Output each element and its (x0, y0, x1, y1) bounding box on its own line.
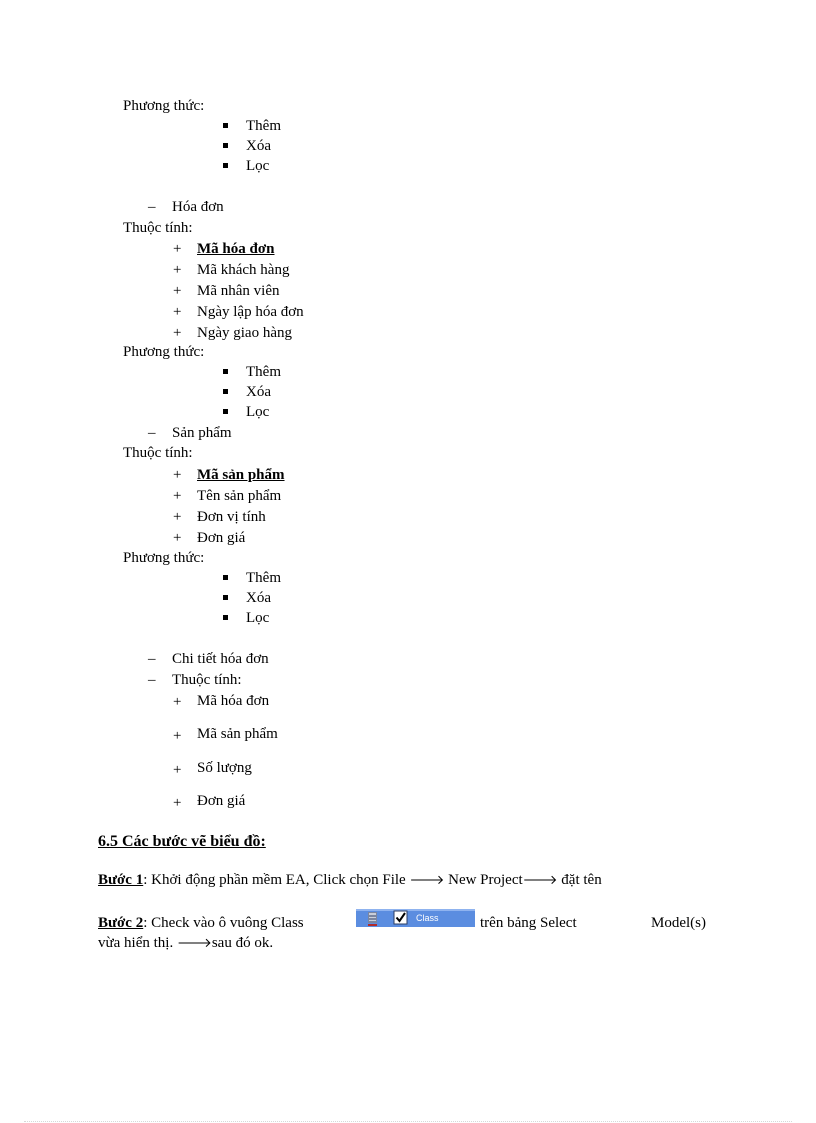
methods-label: Phương thức: (123, 344, 205, 360)
attribute-item: Ngày giao hàng (197, 325, 292, 341)
plus-marker: + (173, 795, 182, 811)
step-1-paragraph (98, 871, 602, 890)
attribute-item: Đơn giá (197, 530, 246, 546)
bullet-square (223, 595, 228, 600)
bullet-square (223, 575, 228, 580)
methods-label: Phương thức: (123, 550, 205, 566)
step-1-text-c: đặt tên (557, 872, 602, 888)
method-item: Xóa (246, 590, 271, 606)
plus-marker: + (173, 262, 182, 278)
section-heading: 6.5 Các bước vẽ biểu đồ: (98, 833, 266, 850)
attribute-item: Tên sản phẩm (197, 488, 282, 504)
plus-marker: + (173, 694, 182, 710)
arrow-right-icon: 🡒 (522, 873, 558, 888)
dash-marker: – (148, 199, 156, 215)
bullet-square (223, 615, 228, 620)
plus-marker: + (173, 728, 182, 744)
attribute-item: Đơn giá (197, 793, 246, 809)
entity-title: Hóa đơn (172, 199, 224, 215)
method-item: Lọc (246, 404, 270, 420)
bullet-square (223, 389, 228, 394)
attribute-item: Đơn vị tính (197, 509, 266, 525)
step-2-text-a: : Check vào ô vuông Class (143, 915, 304, 931)
attribute-item: Ngày lập hóa đơn (197, 304, 304, 320)
class-checkbox-label: Class (416, 913, 439, 923)
attribute-item: Số lượng (197, 760, 252, 776)
plus-marker: + (173, 530, 182, 546)
bullet-square (223, 143, 228, 148)
step-2-text-b: trên bảng Select (480, 915, 577, 931)
step-2-line2-b: sau đó ok. (211, 935, 274, 951)
plus-marker: + (173, 467, 182, 483)
primary-key-attribute: Mã sản phẩm (197, 467, 285, 483)
plus-marker: + (173, 488, 182, 504)
attributes-label: Thuộc tính: (123, 220, 193, 236)
entity-title: Chi tiết hóa đơn (172, 651, 269, 667)
bullet-square (223, 409, 228, 414)
step-1-label: Bước 1 (98, 872, 144, 888)
plus-marker: + (173, 762, 182, 778)
attribute-item: Mã sản phẩm (197, 726, 278, 742)
attribute-item: Mã khách hàng (197, 262, 290, 278)
primary-key-attribute: Mã hóa đơn (197, 241, 275, 257)
plus-marker: + (173, 241, 182, 257)
entity-title: Sản phẩm (172, 425, 232, 441)
bullet-square (223, 123, 228, 128)
step-2-line-1 (98, 914, 304, 932)
step-2-line2-a: vừa hiển thị. (98, 935, 177, 951)
bullet-square (223, 369, 228, 374)
method-item: Thêm (246, 570, 281, 586)
method-item: Lọc (246, 610, 270, 626)
method-item: Lọc (246, 158, 270, 174)
methods-label: Phương thức: (123, 98, 205, 114)
dash-marker: – (148, 672, 156, 688)
plus-marker: + (173, 509, 182, 525)
bullet-square (223, 163, 228, 168)
method-item: Xóa (246, 384, 271, 400)
class-checkbox-icon (356, 909, 475, 927)
plus-marker: + (173, 304, 182, 320)
plus-marker: + (173, 283, 182, 299)
method-item: Xóa (246, 138, 271, 154)
step-2-label: Bước 2 (98, 915, 144, 931)
attributes-label: Thuộc tính: (172, 672, 242, 688)
step-1-text-a: : Khởi động phần mềm EA, Click chọn File (143, 872, 410, 888)
attributes-label: Thuộc tính: (123, 445, 193, 461)
dash-marker: – (148, 425, 156, 441)
arrow-right-icon: 🡒 (409, 873, 445, 888)
plus-marker: + (173, 325, 182, 341)
page-bottom-rule (24, 1121, 792, 1122)
arrow-right-icon: 🡒 (176, 936, 212, 951)
step-1-text-b: New Project (444, 872, 523, 888)
method-item: Thêm (246, 364, 281, 380)
step-2-line-2 (98, 934, 273, 953)
dash-marker: – (148, 651, 156, 667)
attribute-item: Mã hóa đơn (197, 693, 270, 709)
step-2-text-c: Model(s) (651, 915, 706, 931)
attribute-item: Mã nhân viên (197, 283, 280, 299)
method-item: Thêm (246, 118, 281, 134)
